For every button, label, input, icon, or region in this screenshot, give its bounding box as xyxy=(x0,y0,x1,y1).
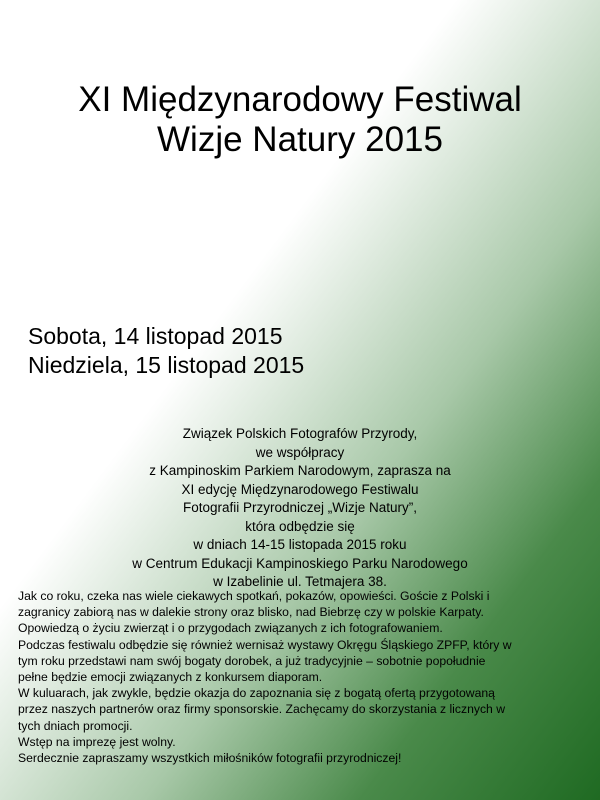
description-line: zagranicy zabiorą nas w dalekie strony oraz blisko, nad Biebrzę czy w polskie Karpaty. xyxy=(18,605,484,620)
festival-dates xyxy=(28,322,304,380)
invitation-line: w Centrum Edukacji Kampinoskiego Parku Narodowego xyxy=(132,555,468,571)
invitation-line: we współpracy xyxy=(255,444,345,460)
festival-title xyxy=(0,80,600,160)
invitation-line: Związek Polskich Fotografów Przyrody, xyxy=(182,426,418,441)
description-line: Wstęp na imprezę jest wolny. xyxy=(18,734,176,749)
festival-description xyxy=(18,588,588,766)
description-line: przez naszych partnerów oraz firmy sponsorskie. Zachęcamy do skorzystania z licznych w xyxy=(18,702,506,717)
invitation-paragraph xyxy=(0,425,600,592)
description-line: W kuluarach, jak zwykle, będzie okazja do zapoznania się z bogatą ofertą przygotowaną xyxy=(18,686,495,701)
invitation-line: Fotografii Przyrodniczej „Wizje Natury”, xyxy=(182,500,418,515)
description-line: Opowiedzą o życiu zwierząt i o przygodach związanych z ich fotografowaniem. xyxy=(18,621,443,636)
title-line-2: Wizje Natury 2015 xyxy=(157,120,443,159)
invitation-line: z Kampinoskim Parkiem Narodowym, zaprasza na xyxy=(149,463,451,478)
date-sunday: Niedziela, 15 listopad 2015 xyxy=(28,352,305,378)
invitation-line: XI edycję Międzynarodowego Festiwalu xyxy=(181,481,419,497)
description-line: Jak co roku, czeka nas wiele ciekawych spotkań, pokazów, opowieści. Goście z Polski i xyxy=(18,589,490,603)
description-line: Serdecznie zapraszamy wszystkich miłośników fotografii przyrodniczej! xyxy=(18,751,402,766)
invitation-line: w dniach 14-15 listopada 2015 roku xyxy=(193,537,407,552)
description-line: Podczas festiwalu odbędzie się również wernisaż wystawy Okręgu Śląskiego ZPFP, który w xyxy=(18,637,512,652)
title-line-1: XI Międzynarodowy Festiwal xyxy=(78,80,522,119)
description-line: tych dniach promocji. xyxy=(18,718,133,733)
invitation-line: w Izabelinie ul. Tetmajera 38. xyxy=(213,574,387,589)
description-line: tym roku przedstawi nam swój bogaty dorobek, a już tradycyjnie – sobotnie popołudnie xyxy=(18,653,486,668)
description-line: pełne będzie emocji związanych z konkursem diaporam. xyxy=(18,670,323,685)
date-saturday: Sobota, 14 listopad 2015 xyxy=(28,323,283,349)
invitation-line: która odbędzie się xyxy=(245,518,355,534)
